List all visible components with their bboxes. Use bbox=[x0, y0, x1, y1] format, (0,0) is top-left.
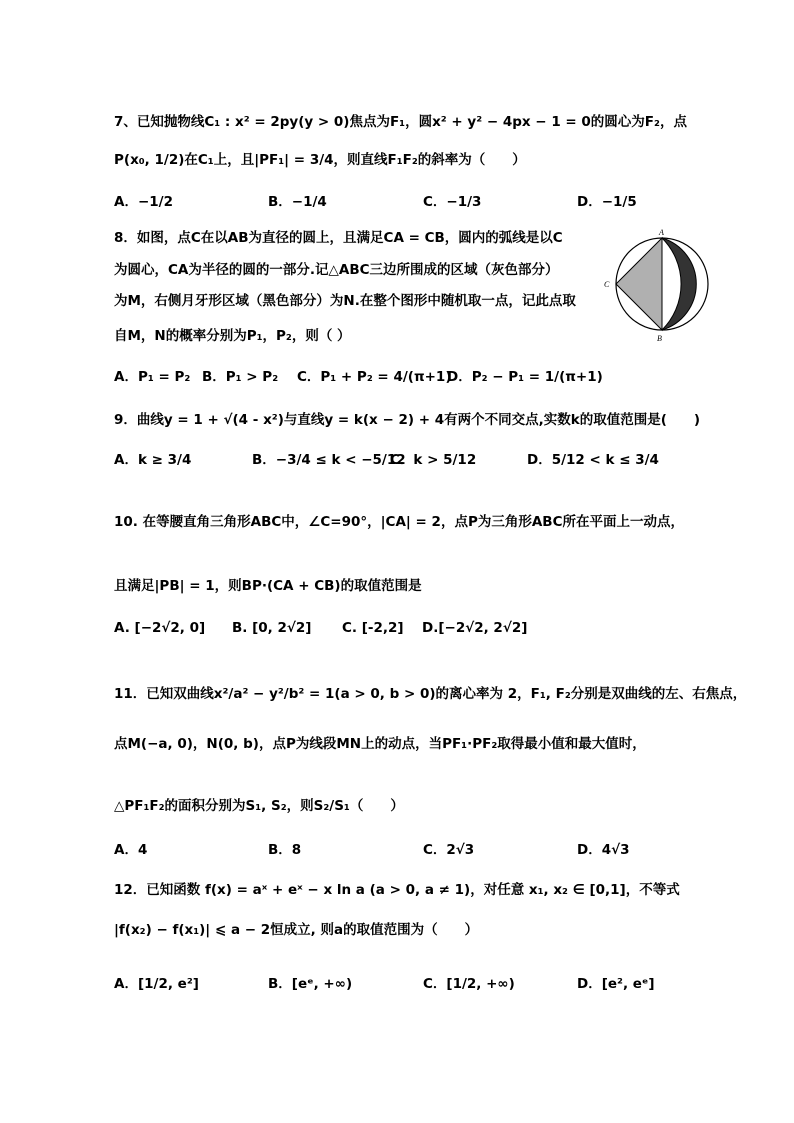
q8-geometry-figure bbox=[596, 228, 720, 344]
q7-option-b: B．−1/4 bbox=[268, 194, 327, 210]
label-c: C bbox=[604, 280, 610, 289]
q9-option-a: A．k ≥ 3/4 bbox=[114, 452, 192, 468]
q8-line-4: 自M，N的概率分别为P₁，P₂，则（ ） bbox=[114, 328, 351, 344]
moon-region-n bbox=[662, 238, 696, 330]
q8-option-c: C．P₁ + P₂ = 4/(π+1) bbox=[297, 369, 452, 385]
q7-line-2: P(x₀, 1/2)在C₁上，且|PF₁| = 3/4，则直线F₁F₂的斜率为（ ） bbox=[114, 152, 526, 168]
q7-line-1: 7、已知抛物线C₁ : x² = 2py(y > 0)焦点为F₁，圆x² + y² − 4px − 1 = 0的圆心为F₂，点 bbox=[114, 114, 687, 130]
q10-option-c: C. [-2,2] bbox=[342, 620, 404, 636]
q11-line-1: 11．已知双曲线x²/a² − y²/b² = 1(a > 0, b > 0)的离心率为 2，F₁, F₂分别是双曲线的左、右焦点， bbox=[114, 686, 747, 702]
q7-option-a: A．−1/2 bbox=[114, 194, 173, 210]
q9-option-d: D．5/12 < k ≤ 3/4 bbox=[527, 452, 659, 468]
q11-line-2: 点M(−a, 0)，N(0, b)，点P为线段MN上的动点，当PF₁·PF₂取得最小值和最大值时， bbox=[114, 736, 646, 752]
label-a: A bbox=[659, 228, 664, 237]
q12-option-c: C．[1/2, +∞) bbox=[423, 976, 515, 992]
q11-option-a: A．4 bbox=[114, 842, 148, 858]
q8-option-a: A．P₁ = P₂ bbox=[114, 369, 191, 385]
q12-option-b: B．[eᵉ, +∞) bbox=[268, 976, 353, 992]
q9-option-c: C．k > 5/12 bbox=[390, 452, 477, 468]
q10-option-a: A. [−2√2, 0] bbox=[114, 620, 206, 636]
q11-option-b: B．8 bbox=[268, 842, 302, 858]
q10-line-2: 且满足|PB| = 1，则BP·(CA + CB)的取值范围是 bbox=[114, 578, 422, 594]
q9-option-b: B．−3/4 ≤ k < −5/12 bbox=[252, 452, 406, 468]
q11-option-d: D．4√3 bbox=[577, 842, 630, 858]
q8-line-2: 为圆心，CA为半径的圆的一部分.记△ABC三边所围成的区域（灰色部分） bbox=[114, 262, 559, 278]
q10-line-1: 10. 在等腰直角三角形ABC中，∠C=90°，|CA| = 2，点P为三角形ABC所在平面上一动点， bbox=[114, 514, 684, 530]
q10-option-d: D.[−2√2, 2√2] bbox=[422, 620, 528, 636]
q7-option-d: D．−1/5 bbox=[577, 194, 637, 210]
q11-option-c: C．2√3 bbox=[423, 842, 475, 858]
q8-line-3: 为M，右侧月牙形区域（黑色部分）为N.在整个图形中随机取一点，记此点取 bbox=[114, 293, 576, 309]
q8-line-1: 8．如图，点C在以AB为直径的圆上，且满足CA = CB，圆内的弧线是以C bbox=[114, 230, 563, 246]
q12-line-2: |f(x₂) − f(x₁)| ⩽ a − 2恒成立, 则a的取值范围为（ ） bbox=[114, 922, 479, 938]
q10-option-b: B. [0, 2√2] bbox=[232, 620, 312, 636]
q8-option-b: B．P₁ > P₂ bbox=[202, 369, 279, 385]
q12-option-a: A．[1/2, e²] bbox=[114, 976, 199, 992]
q12-option-d: D．[e², eᵉ] bbox=[577, 976, 655, 992]
q9-line-1: 9．曲线y = 1 + √(4 - x²)与直线y = k(x − 2) + 4有两个不同交点,实数k的取值范围是( ) bbox=[114, 412, 701, 428]
triangle-region-m bbox=[616, 238, 662, 330]
q8-option-d: D．P₂ − P₁ = 1/(π+1) bbox=[447, 369, 603, 385]
q7-option-c: C．−1/3 bbox=[423, 194, 482, 210]
q12-line-1: 12．已知函数 f(x) = aˣ + eˣ − x ln a (a > 0, a ≠ 1)，对任意 x₁, x₂ ∈ [0,1]，不等式 bbox=[114, 882, 680, 898]
label-b: B bbox=[657, 334, 662, 343]
q11-line-3: △PF₁F₂的面积分别为S₁, S₂，则S₂/S₁（ ） bbox=[114, 798, 404, 814]
